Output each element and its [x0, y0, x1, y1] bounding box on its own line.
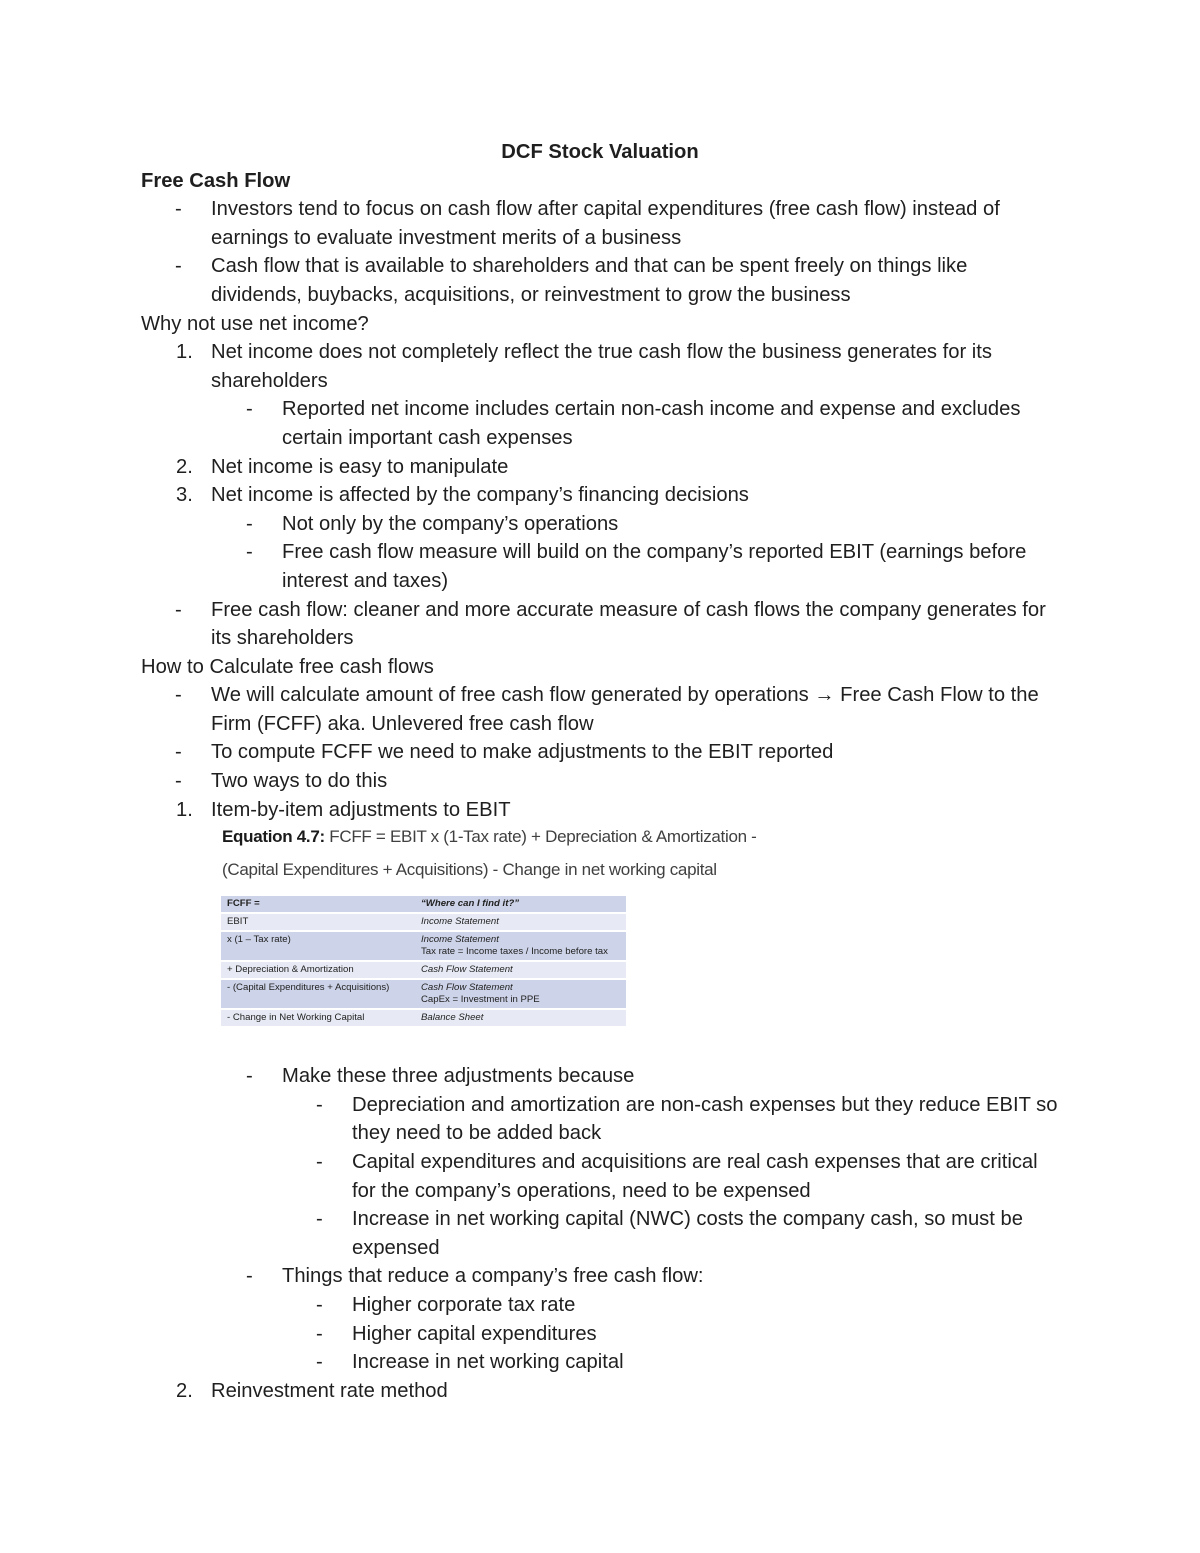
list-item-text: Item-by-item adjustments to EBIT: [211, 798, 511, 821]
bullet-marker: -: [246, 1265, 253, 1288]
table-cell-title: Income Statement: [421, 934, 499, 946]
list-item: [141, 1062, 1061, 1091]
table-cell: x (1 – Tax rate): [221, 932, 415, 960]
bullet-marker: -: [316, 1294, 323, 1316]
list-item-text: Make these three adjustments because: [282, 1065, 635, 1088]
bullet-marker: -: [246, 541, 253, 564]
list-item: [141, 738, 1061, 767]
numbered-item: [141, 453, 1061, 482]
list-item: [141, 510, 1061, 539]
table-row: [221, 962, 626, 978]
list-item-text: Net income does not completely reflect the true cash flow the business generates for its shareholders: [211, 341, 992, 392]
table-cell: “Where can I find it?”: [415, 896, 626, 912]
bullet-marker: -: [175, 598, 182, 621]
table-cell: [415, 932, 626, 960]
list-item-text: Reinvestment rate method: [211, 1379, 448, 1402]
list-item: [141, 1148, 1061, 1205]
table-cell: Balance Sheet: [415, 1010, 626, 1026]
list-item-text: Net income is affected by the company’s financing decisions: [211, 484, 749, 507]
list-item-text: Free cash flow: cleaner and more accurate measure of cash flows the company generates for its shareholders: [211, 598, 1046, 650]
table-cell: Income Statement: [415, 914, 626, 930]
list-item: [141, 1320, 1061, 1349]
list-item-text: Reported net income includes certain non-cash income and expense and excludes certain important cash expenses: [282, 398, 1021, 449]
bullet-marker: -: [316, 1093, 323, 1116]
table-cell: Cash Flow Statement: [415, 962, 626, 978]
fcff-table: [221, 894, 626, 1028]
list-item-text: Not only by the company’s operations: [282, 512, 619, 535]
list-item-text: Investors tend to focus on cash flow after capital expenditures (free cash flow) instead of earnings to evaluate investment merits of a business: [211, 198, 1000, 249]
list-item: [141, 1348, 1061, 1377]
table-cell-title: Cash Flow Statement: [421, 982, 513, 994]
list-item-text: Capital expenditures and acquisitions are real cash expenses that are critical for the company’s operations, need to be expensed: [352, 1151, 1038, 1202]
bullet-marker: -: [175, 770, 182, 793]
list-item: [141, 596, 1061, 653]
number-marker: 1.: [176, 798, 193, 821]
table-row: [221, 980, 626, 1008]
list-item: [141, 767, 1061, 796]
numbered-item: [141, 1377, 1061, 1406]
table-row: [221, 914, 626, 930]
bullet-marker: -: [175, 741, 182, 764]
number-marker: 2.: [176, 455, 193, 478]
calc-heading: How to Calculate free cash flows: [141, 655, 434, 678]
list-item-text: Free cash flow measure will build on the company’s reported EBIT (earnings before interest and taxes): [282, 541, 1027, 592]
list-item: [141, 195, 1061, 252]
table-cell: + Depreciation & Amortization: [221, 962, 415, 978]
list-item-text: Higher capital expenditures: [352, 1322, 597, 1345]
table-cell: EBIT: [221, 914, 415, 930]
list-item-text: Things that reduce a company’s free cash flow:: [282, 1265, 704, 1288]
table-cell: FCFF =: [221, 896, 415, 912]
bullet-marker: -: [316, 1351, 323, 1374]
list-item: [141, 395, 1061, 452]
table-row: [221, 1010, 626, 1026]
bullet-marker: -: [316, 1151, 323, 1174]
numbered-item: [141, 796, 1061, 825]
list-item: [141, 538, 1061, 595]
table-row: [221, 932, 626, 960]
list-item: [141, 252, 1061, 309]
list-item-text: We will calculate amount of free cash flow generated by operations → Free Cash Flow to the Firm (FCFF) aka. Unlevered free cash flow: [211, 684, 1039, 735]
number-marker: 3.: [176, 484, 193, 507]
list-item: [141, 1205, 1061, 1262]
table-row: [221, 896, 626, 912]
numbered-item: [141, 481, 1061, 510]
bullet-marker: -: [175, 684, 182, 707]
bullet-marker: -: [175, 255, 182, 278]
list-item-text: Increase in net working capital: [352, 1351, 624, 1374]
list-item-text: Cash flow that is available to shareholders and that can be spent freely on things like dividends, buybacks, acquisitions, or reinvestment to grow the business: [211, 255, 968, 306]
table-cell-note: CapEx = Investment in PPE: [421, 994, 540, 1006]
equation-label: Equation 4.7:: [222, 827, 325, 847]
bullet-marker: -: [246, 512, 253, 535]
number-marker: 1.: [176, 341, 193, 364]
equation-line-2: (Capital Expenditures + Acquisitions) - Change in net working capital: [222, 860, 717, 880]
equation-formula: FCFF = EBIT x (1-Tax rate) + Depreciation & Amortization -: [329, 827, 757, 847]
list-item-text: Depreciation and amortization are non-cash expenses but they reduce EBIT so they need to be added back: [352, 1093, 1058, 1145]
list-item-text: Two ways to do this: [211, 770, 388, 793]
why-heading: Why not use net income?: [141, 312, 369, 335]
bullet-marker: -: [246, 398, 253, 421]
bullet-marker: -: [316, 1322, 323, 1345]
list-item: [141, 1091, 1061, 1148]
table-cell-note: Tax rate = Income taxes / Income before tax: [421, 946, 608, 958]
table-cell: - (Capital Expenditures + Acquisitions): [221, 980, 415, 1008]
section-heading: Free Cash Flow: [141, 169, 291, 192]
list-item-text: To compute FCFF we need to make adjustments to the EBIT reported: [211, 741, 834, 764]
equation-line-1: [222, 826, 757, 848]
page-title: DCF Stock Valuation: [501, 141, 699, 163]
list-item-text: Increase in net working capital (NWC) costs the company cash, so must be expensed: [352, 1208, 1023, 1259]
list-item: [141, 681, 1061, 738]
number-marker: 2.: [176, 1379, 193, 1402]
bullet-marker: -: [175, 198, 182, 221]
list-item: [141, 1291, 1061, 1320]
table-cell: - Change in Net Working Capital: [221, 1010, 415, 1026]
document-body: [141, 138, 1061, 1405]
equation-figure: [221, 826, 821, 1062]
list-item: [141, 1262, 1061, 1291]
table-cell: [415, 980, 626, 1008]
bullet-marker: -: [246, 1065, 253, 1088]
list-item-text: Higher corporate tax rate: [352, 1294, 576, 1316]
bullet-marker: -: [316, 1208, 323, 1231]
numbered-item: [141, 338, 1061, 395]
list-item-text: Net income is easy to manipulate: [211, 455, 509, 478]
